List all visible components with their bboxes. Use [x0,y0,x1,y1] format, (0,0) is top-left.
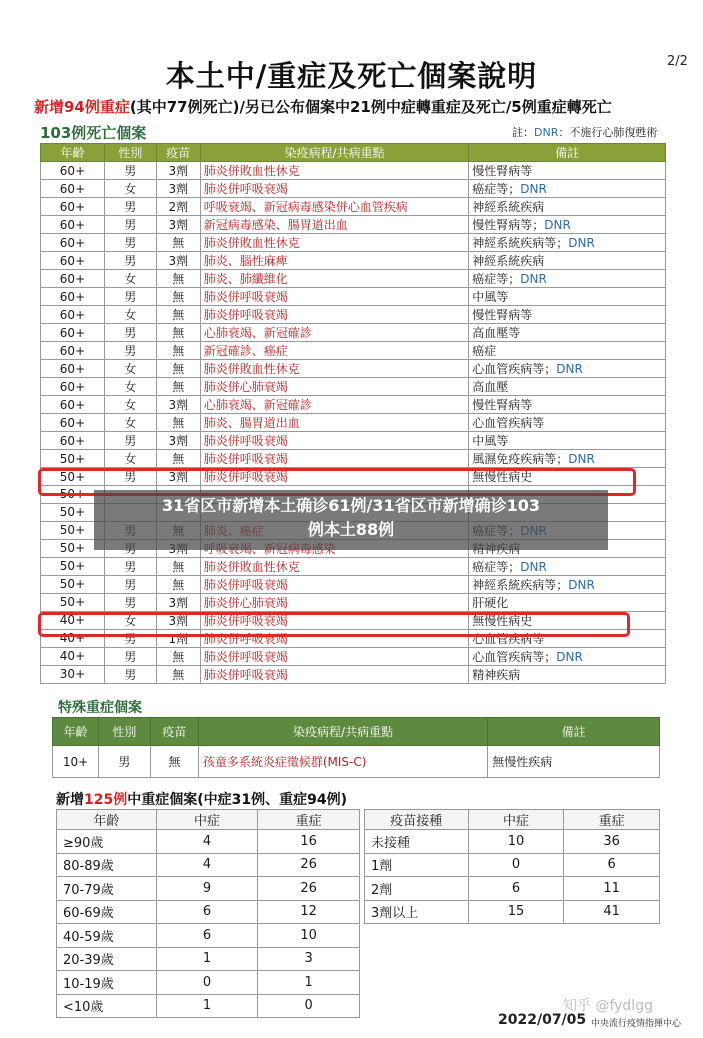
cell-moderate: 9 [156,877,258,901]
cell-moderate: 6 [156,924,258,948]
cell-age: 60+ [41,414,105,432]
note-text: 慢性腎病等； [472,218,545,232]
cell-disease: 肺炎併敗血性休克 [200,360,469,378]
cell-severe: 26 [258,853,360,877]
cell-sex: 男 [98,746,150,778]
cell-age: 60+ [41,162,105,180]
severity-section-title [56,789,347,809]
column-header: 年齡 [41,144,105,162]
table-row [41,414,666,432]
table-row [41,180,666,198]
cell-disease: 肺炎併呼吸衰竭 [200,306,469,324]
cell-sex: 男 [104,234,156,252]
cell-disease: 孩童多系統炎症徵候群(MIS-C) [198,746,487,778]
cell-note [469,593,666,611]
cell-age: 60+ [41,198,105,216]
cell-age: 60+ [41,342,105,360]
caption-line-2: 例本土88例 [307,520,395,539]
table-row [41,288,666,306]
cell-age: 60+ [41,306,105,324]
cell-severe: 12 [258,900,360,924]
note-text: 神經系統疾病等； [472,236,569,250]
table-row [41,216,666,234]
table-row [41,396,666,414]
cell-severe: 26 [258,877,360,901]
cell-age: 40+ [41,611,105,629]
column-header: 備註 [488,718,660,746]
cell-vaccine: 3劑 [156,162,200,180]
cell-disease: 肺炎併呼吸衰竭 [200,288,469,306]
note-text: 精神疾病 [472,667,521,682]
note-dnr: DNR [544,218,571,232]
note-suffix: ：不施行心肺復甦術 [558,126,658,139]
cell-sex: 男 [104,629,156,647]
note-text: 癌症 [472,344,497,358]
note-text: 高血壓 [472,380,509,394]
cell-vaccine: 無 [156,324,200,342]
cell-vaccine: 無 [156,665,200,683]
report-date: 2022/07/05 [498,1012,587,1028]
column-header: 備註 [469,144,666,162]
death-section-title: 103例死亡個案 [40,124,147,142]
cell-sex: 男 [104,468,156,486]
cell-age-group: 70-79歲 [57,877,157,901]
column-header: 染疫病程/共病重點 [200,144,469,162]
cell-vaccine: 無 [156,342,200,360]
cell-disease: 肺炎併呼吸衰竭 [200,468,469,486]
highlight-box-row-40 [38,612,630,637]
cell-vaccine: 無 [156,234,200,252]
note-dnr: DNR [568,577,595,592]
table-row [41,450,666,468]
cell-sex: 女 [104,270,156,288]
cell-vaccine: 3劑 [156,593,200,611]
table-row [41,557,666,575]
note-text: 無慢性病史 [472,470,533,484]
title-count: 125例 [84,792,128,808]
cell-vaccine: 3劑 [156,396,200,414]
cell-disease: 肺炎併呼吸衰竭 [200,575,469,593]
cell-sex: 男 [104,593,156,611]
cell-note [469,360,666,378]
cell-vaccine: 3劑 [156,611,200,629]
cell-sex: 女 [104,414,156,432]
note-text: 中風等 [472,290,509,304]
note-text: 高血壓等 [472,326,521,340]
cell-moderate: 1 [156,947,258,971]
cell-note [469,270,666,288]
cell-disease: 肺炎併呼吸衰竭 [200,611,469,629]
cell-age-group: <10歲 [57,994,157,1018]
cell-age: 50+ [41,539,105,557]
table-row [57,947,360,971]
table-row [41,575,666,593]
cell-sex: 女 [104,611,156,629]
cell-vaccine-status: 2劑 [365,877,469,901]
column-header: 性別 [98,718,150,746]
cell-vaccine: 3劑 [156,468,200,486]
subtitle-highlight: 新增94例重症 [34,98,130,116]
cell-vaccine: 無 [150,746,198,778]
dnr-note [512,124,657,140]
watermark: 知乎 @fydlgg [563,998,653,1014]
cell-sex: 男 [104,252,156,270]
column-header: 疫苗 [156,144,200,162]
organization: 中央流行疫情指揮中心 [591,1019,682,1029]
table-row [41,342,666,360]
cell-disease: 肺炎併呼吸衰竭 [200,665,469,683]
cell-vaccine: 3劑 [156,432,200,450]
note-text: 癌症等； [472,559,521,574]
note-dnr: DNR [556,649,583,664]
note-text: 心血管疾病等 [472,631,545,646]
cell-vaccine: 無 [156,360,200,378]
table-row [57,994,360,1018]
cell-note [469,252,666,270]
table-row [365,853,660,877]
cell-severe: 0 [258,994,360,1018]
table-row [53,746,660,778]
cell-note [469,432,666,450]
cell-age: 60+ [41,234,105,252]
table-row [41,270,666,288]
table-row [41,252,666,270]
page-subtitle [34,96,694,117]
cell-vaccine: 無 [156,270,200,288]
cell-note [469,306,666,324]
cell-vaccine: 無 [156,306,200,324]
cell-vaccine: 無 [156,450,200,468]
column-header: 中症 [468,810,564,830]
cell-age: 60+ [41,378,105,396]
column-header: 重症 [258,810,360,830]
note-text: 癌症等； [472,182,521,196]
cell-disease: 心肺衰竭、新冠確診 [200,396,469,414]
cell-note [469,396,666,414]
table-row [41,647,666,665]
cell-disease: 肺炎併呼吸衰竭 [200,180,469,198]
cell-disease: 肺炎併敗血性休克 [200,557,469,575]
table-row [41,593,666,611]
table-row [57,924,360,948]
cell-severe: 16 [258,830,360,854]
cell-disease: 肺炎併呼吸衰竭 [200,432,469,450]
cell-age: 60+ [41,216,105,234]
table-row [365,830,660,854]
note-dnr: DNR [556,362,583,376]
page-title: 本土中/重症及死亡個案說明 [165,59,538,93]
cell-severe: 1 [258,971,360,995]
cell-note [469,288,666,306]
cell-sex: 男 [104,647,156,665]
subtitle-rest: (其中77例死亡)/另已公布個案中21例中症轉重症及死亡/5例重症轉死亡 [129,98,612,116]
table-row [41,306,666,324]
note-text: 心血管疾病等； [472,649,557,664]
cell-age: 60+ [41,396,105,414]
cell-disease: 肺炎併心肺衰竭 [200,593,469,611]
cell-age: 40+ [41,629,105,647]
table-row [41,198,666,216]
cell-age: 50+ [41,468,105,486]
cell-age: 60+ [41,432,105,450]
death-cases-table [40,143,666,684]
cell-vaccine: 3劑 [156,216,200,234]
cell-sex: 女 [104,378,156,396]
age-severity-table [56,809,360,1018]
cell-vaccine: 無 [156,647,200,665]
cell-note [469,216,666,234]
note-text: 慢性腎病等 [472,164,533,178]
column-header: 疫苗 [150,718,198,746]
cell-age: 50+ [41,521,105,539]
note-text: 中風等 [472,434,509,448]
cell-age: 60+ [41,288,105,306]
cell-sex: 女 [104,396,156,414]
caption-overlay-text [94,494,608,542]
cell-moderate: 4 [156,853,258,877]
note-dnr: DNR [568,452,595,466]
cell-age: 40+ [41,647,105,665]
note-text: 神經系統疾病 [472,254,545,268]
table-row [41,665,666,683]
cell-vaccine-status: 1劑 [365,853,469,877]
table-row [57,971,360,995]
note-text: 風濕免疫疾病等； [472,452,569,466]
cell-note: 無慢性疾病 [488,746,660,778]
cell-age: 50+ [41,503,105,521]
cell-sex: 女 [104,450,156,468]
cell-note [469,342,666,360]
title-prefix: 新增 [56,792,84,808]
cell-age: 60+ [41,360,105,378]
note-text: 無慢性病史 [472,613,533,628]
cell-disease: 肺炎、腸胃道出血 [200,414,469,432]
cell-disease: 肺炎併敗血性休克 [200,234,469,252]
cell-age: 50+ [41,486,105,504]
cell-note [469,198,666,216]
cell-note [469,180,666,198]
title-suffix: 中重症個案(中症31例、重症94例) [127,792,347,808]
cell-sex: 男 [104,324,156,342]
cell-moderate: 4 [156,830,258,854]
table-row [57,853,360,877]
note-dnr: DNR [520,272,547,286]
cell-vaccine: 無 [156,557,200,575]
note-text: 慢性腎病等 [472,308,533,322]
cell-sex: 男 [104,342,156,360]
cell-disease: 肺炎併呼吸衰竭 [200,629,469,647]
table-row [41,378,666,396]
note-text: 心血管疾病等 [472,416,545,430]
note-text: 心血管疾病等； [472,362,557,376]
note-prefix: 註： [512,126,534,139]
cell-age-group: 60-69歲 [57,900,157,924]
column-header: 疫苗接種 [365,810,469,830]
cell-vaccine: 無 [156,575,200,593]
cell-vaccine: 3劑 [156,252,200,270]
cell-age: 60+ [41,324,105,342]
cell-severe: 3 [258,947,360,971]
table-row [57,877,360,901]
cell-age: 50+ [41,450,105,468]
cell-disease: 心肺衰竭、新冠確診 [200,324,469,342]
cell-severe: 36 [564,830,660,854]
cell-age-group: 10-19歲 [57,971,157,995]
table-row [57,830,360,854]
special-section-title: 特殊重症個案 [58,700,142,716]
note-dnr: DNR [568,236,595,250]
note-text: 肝硬化 [472,595,509,610]
cell-age: 60+ [41,180,105,198]
cell-note [469,450,666,468]
cell-moderate: 0 [468,853,564,877]
special-case-table [52,717,660,778]
cell-sex: 男 [104,665,156,683]
cell-severe: 10 [258,924,360,948]
cell-age: 50+ [41,593,105,611]
column-header: 年齡 [53,718,99,746]
note-text: 神經系統疾病等； [472,577,569,592]
cell-sex: 男 [104,162,156,180]
cell-sex: 男 [104,198,156,216]
cell-sex: 女 [104,306,156,324]
cell-age: 50+ [41,575,105,593]
cell-vaccine: 無 [156,378,200,396]
caption-line-1: 31省区市新增本土确诊61例/31省区市新增确诊103 [161,496,541,515]
cell-disease: 肺炎併敗血性休克 [200,162,469,180]
cell-age: 60+ [41,270,105,288]
cell-note [469,324,666,342]
cell-note [469,665,666,683]
cell-moderate: 0 [156,971,258,995]
table-row [41,162,666,180]
table-row [41,324,666,342]
cell-note [469,234,666,252]
cell-age-group: 80-89歲 [57,853,157,877]
cell-moderate: 6 [468,877,564,901]
cell-disease: 肺炎、腦性麻痺 [200,252,469,270]
cell-severe: 11 [564,877,660,901]
table-row [41,234,666,252]
note-dnr: DNR [534,126,559,139]
cell-age: 60+ [41,252,105,270]
table-row [365,900,660,924]
cell-note [469,162,666,180]
cell-sex: 男 [104,288,156,306]
cell-severe: 6 [564,853,660,877]
cell-disease: 肺炎、肺纖維化 [200,270,469,288]
note-text: 癌症等； [472,272,521,286]
cell-note [469,378,666,396]
note-text: 神經系統疾病 [472,200,545,214]
cell-vaccine: 1劑 [156,629,200,647]
note-dnr: DNR [520,182,547,196]
cell-vaccine: 無 [156,414,200,432]
cell-sex: 男 [104,216,156,234]
column-header: 性別 [104,144,156,162]
cell-note [469,414,666,432]
cell-vaccine: 3劑 [156,180,200,198]
vaccine-severity-table [364,809,660,924]
cell-disease: 肺炎併呼吸衰竭 [200,647,469,665]
cell-disease: 新冠病毒感染、腸胃道出血 [200,216,469,234]
cell-disease: 呼吸衰竭、新冠病毒感染併心血管疾病 [200,198,469,216]
cell-sex: 男 [104,557,156,575]
cell-age-group: 20-39歲 [57,947,157,971]
cell-moderate: 15 [468,900,564,924]
cell-disease: 新冠確診、癌症 [200,342,469,360]
table-row [365,877,660,901]
cell-sex: 男 [104,432,156,450]
cell-age: 30+ [41,665,105,683]
table-row [57,900,360,924]
cell-disease: 肺炎併心肺衰竭 [200,378,469,396]
page-number: 2/2 [667,54,688,69]
cell-vaccine-status: 3劑以上 [365,900,469,924]
cell-note [469,557,666,575]
cell-vaccine: 無 [156,288,200,306]
column-header: 中症 [156,810,258,830]
cell-note [469,575,666,593]
column-header: 染疫病程/共病重點 [198,718,487,746]
cell-age-group: ≥90歲 [57,830,157,854]
cell-moderate: 10 [468,830,564,854]
table-row [41,360,666,378]
note-text: 慢性腎病等 [472,398,533,412]
cell-vaccine: 2劑 [156,198,200,216]
note-dnr: DNR [520,559,547,574]
table-row [41,432,666,450]
cell-moderate: 6 [156,900,258,924]
cell-moderate: 1 [156,994,258,1018]
cell-disease: 肺炎併呼吸衰竭 [200,450,469,468]
cell-sex: 女 [104,360,156,378]
column-header: 重症 [564,810,660,830]
column-header: 年齡 [57,810,157,830]
cell-sex: 女 [104,180,156,198]
cell-note [469,647,666,665]
cell-sex: 男 [104,575,156,593]
cell-age: 50+ [41,557,105,575]
cell-age: 10+ [53,746,99,778]
cell-severe: 41 [564,900,660,924]
cell-vaccine-status: 未接種 [365,830,469,854]
cell-age-group: 40-59歲 [57,924,157,948]
